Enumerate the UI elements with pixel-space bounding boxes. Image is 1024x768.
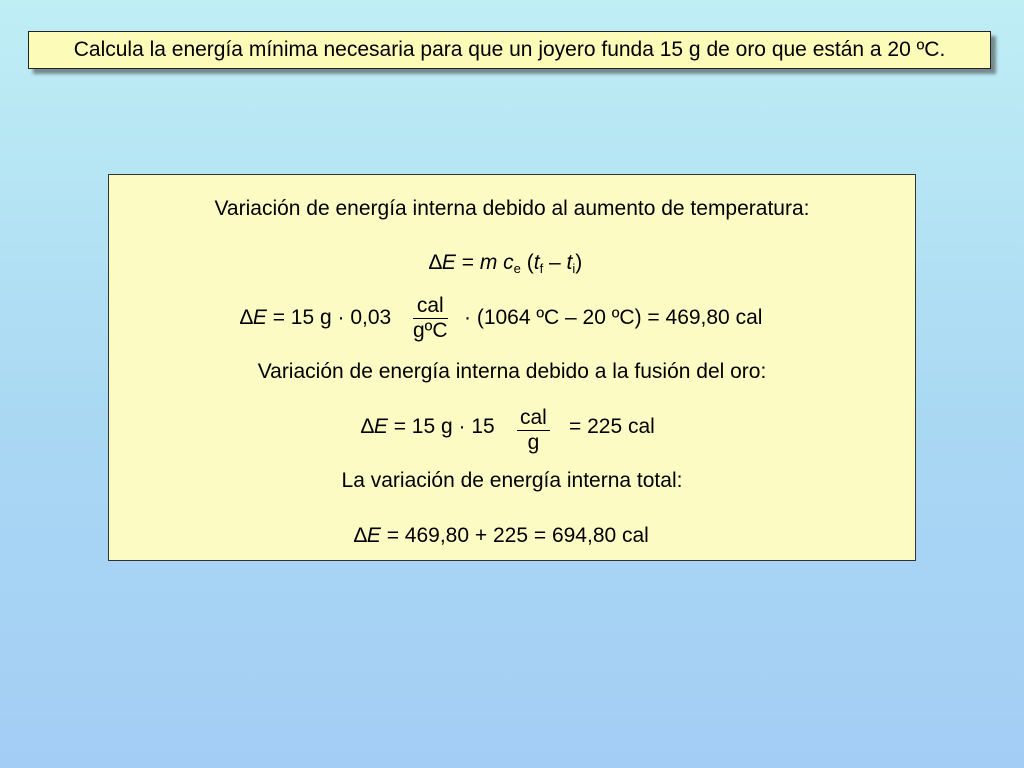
fraction-numerator: cal (517, 407, 550, 431)
calc-fusion-fraction (517, 407, 550, 454)
fraction-numerator: cal (413, 295, 448, 319)
calc-fusion-rhs: = 225 cal (569, 415, 655, 438)
calc-temperature-lhs: ∆E = 15 g · 0,03 (240, 306, 392, 329)
heading-temperature: Variación de energía interna debido al aumento de temperatura: (214, 197, 810, 220)
problem-text: Calcula la energía mínima necesaria para que un joyero funda 15 g de oro que están a 20 ºC. (73, 38, 946, 61)
formula-heat: ∆E = m $c_e$ $(t_f - t_i)$ (429, 251, 583, 276)
problem-statement (28, 31, 991, 69)
heading-fusion: Variación de energía interna debido a la fusión del oro: (257, 360, 767, 383)
fraction-denominator: gºC (413, 319, 448, 342)
calc-temperature-rhs: · (1064 ºC – 20 ºC) = 469,80 cal (464, 306, 763, 329)
calc-fusion-lhs: ∆E = 15 g · 15 (361, 415, 495, 438)
solution-box (108, 174, 916, 561)
heading-total: La variación de energía interna total: (341, 469, 683, 492)
calc-total: ∆E = 469,80 + 225 = 694,80 cal (354, 524, 649, 547)
fraction-denominator: g (527, 431, 540, 454)
calc-temperature-fraction (413, 295, 448, 342)
